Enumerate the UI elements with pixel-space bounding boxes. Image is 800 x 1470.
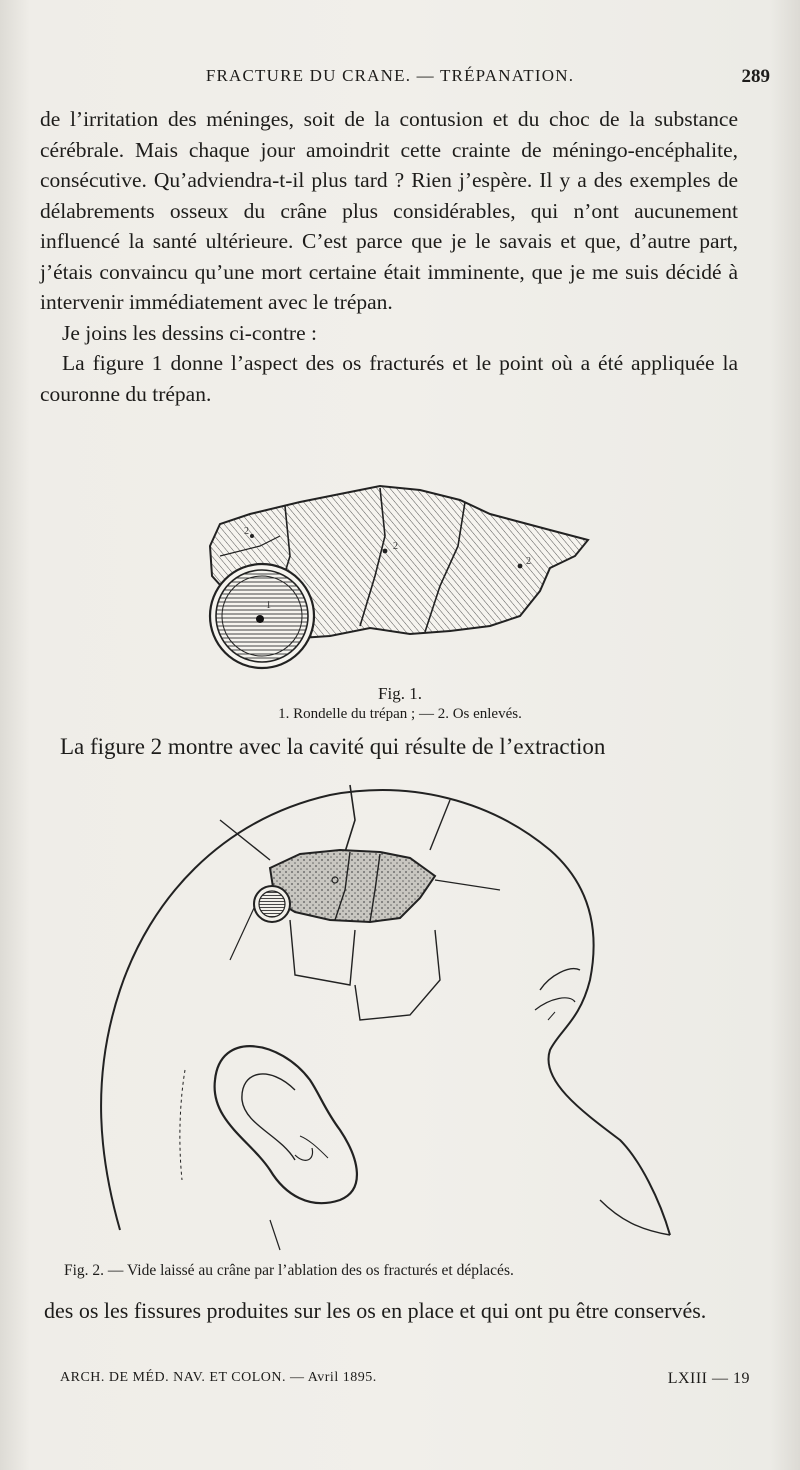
page-number: 289 [741, 66, 770, 87]
figure-1-illustration [190, 476, 610, 676]
fig1-marker-2a: 2 [393, 541, 398, 552]
cavity [270, 850, 435, 922]
running-head [40, 66, 770, 94]
page-footer [60, 1370, 750, 1394]
fig1-marker-2c: 2 [244, 526, 249, 537]
journal-citation: ARCH. DE MÉD. NAV. ET COLON. — Avril 1895. [60, 1370, 377, 1385]
fig1-marker-2b: 2 [526, 556, 531, 567]
body-text [40, 104, 738, 409]
figure-2-illustration [80, 780, 680, 1260]
figure-1-caption: 1. Rondelle du trépan ; — 2. Os enlevés. [278, 706, 522, 722]
continuation-paragraph: des os les fissures produites sur les os en place et qui ont pu être conservés. [44, 1298, 707, 1323]
fig1-marker-1: 1 [266, 600, 271, 611]
figure-2-intro: La figure 2 montre avec la cavité qui résulte de l’extraction [60, 734, 606, 759]
ear [215, 1046, 357, 1203]
trephine-disc [210, 564, 314, 668]
continuation-text [44, 1296, 744, 1325]
trephine-disc-small [254, 886, 290, 922]
figure-1-label: Fig. 1. [378, 684, 422, 703]
paragraph-2: Je joins les dessins ci-contre : [62, 320, 317, 345]
paragraph-3: La figure 1 donne l’aspect des os fracturés et le point où a été appliquée la couronne du trépan. [40, 351, 738, 406]
volume-signature: LXIII — 19 [667, 1370, 750, 1387]
figure-1-caption-block [0, 684, 800, 724]
figure-2-caption: Fig. 2. — Vide laissé au crâne par l’ablation des os fracturés et déplacés. [64, 1262, 514, 1279]
paragraph-1: de l’irritation des méninges, soit de la contusion et du choc de la substance cérébrale. Mais chaque jour amoindrit cette crainte de méningo-encéphalite, consécutive. Qu’adviendra-t-il plus tard ? Rien j’espère. Il y a des exemples de délabrements osseux du crâne plus considérables, qui n’ont aucunement influencé la santé ultérieure. C’est parce que je le savais et que, d’autre part, j’étais convaincu qu’une mort certaine était imminente, que je me suis décidé à intervenir immédiatement avec le trépan. [40, 107, 738, 314]
running-title: FRACTURE DU CRANE. — TRÉPANATION. [205, 66, 575, 85]
